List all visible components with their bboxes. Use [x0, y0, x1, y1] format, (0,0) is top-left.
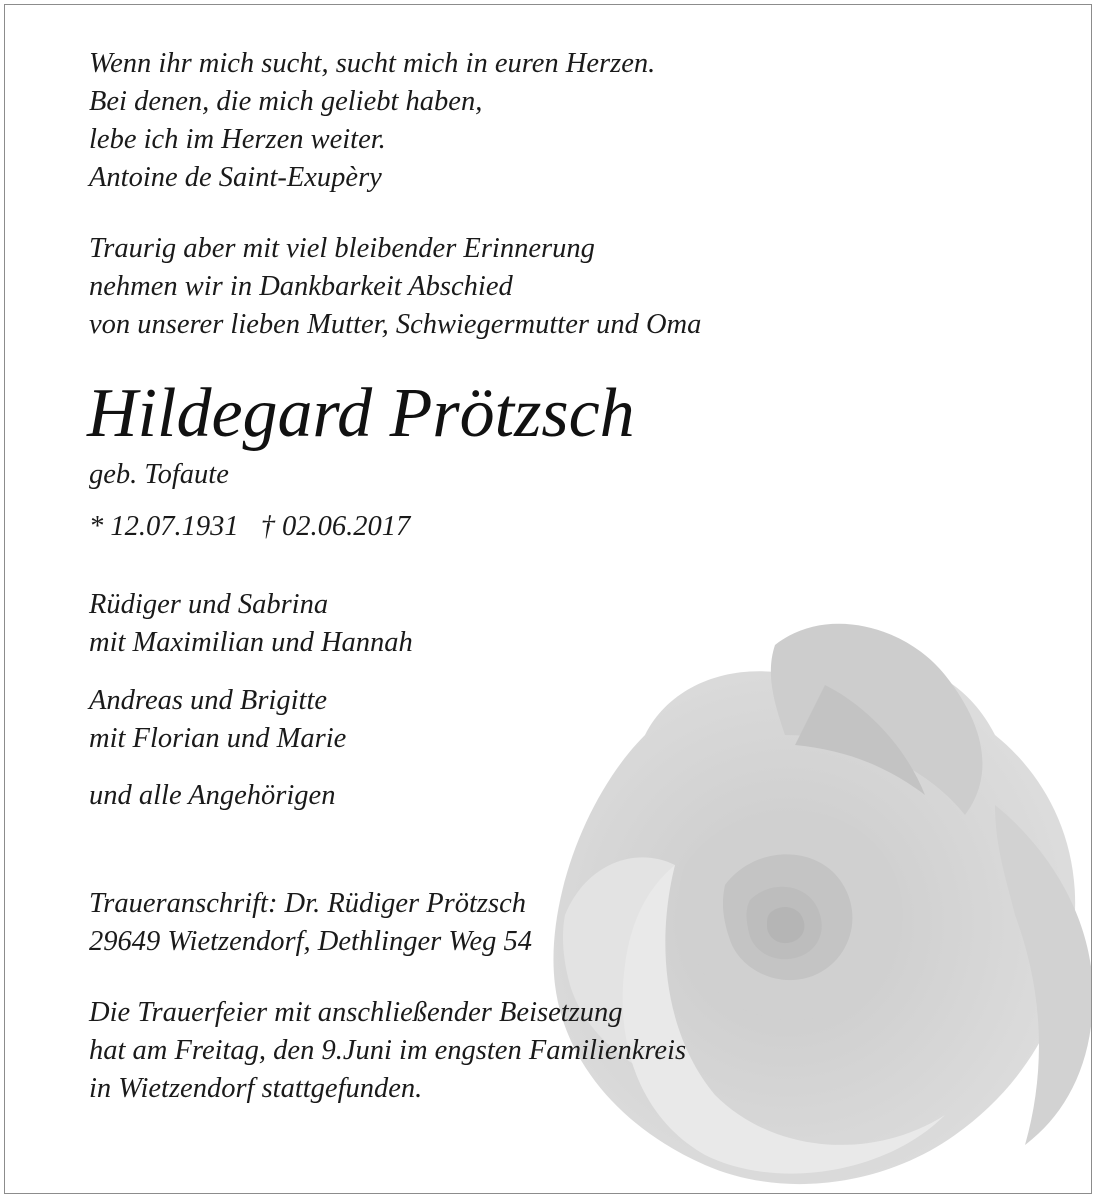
- address-line-2: 29649 Wietzendorf, Dethlinger Weg 54: [89, 926, 533, 957]
- family-group-3: [89, 777, 1069, 815]
- family-group-1: [89, 586, 1069, 662]
- quote-author: Antoine de Saint-Exupèry: [89, 162, 382, 193]
- death-date: † 02.06.2017: [260, 511, 411, 542]
- family-group-2: [89, 682, 1069, 758]
- deceased-name: Hildegard Prötzsch: [87, 375, 635, 452]
- quote-line-2: Bei denen, die mich geliebt haben,: [89, 86, 483, 117]
- family-group-1-line-1: Rüdiger und Sabrina: [89, 589, 329, 620]
- ceremony-line-1: Die Trauerfeier mit anschließender Beisetzung: [89, 997, 623, 1028]
- intro-line-3: von unserer lieben Mutter, Schwiegermutter und Oma: [89, 309, 702, 340]
- ceremony-line-3: in Wietzendorf stattgefunden.: [89, 1073, 423, 1104]
- intro-line-1: Traurig aber mit viel bleibender Erinnerung: [89, 233, 595, 264]
- intro-line-2: nehmen wir in Dankbarkeit Abschied: [89, 271, 513, 302]
- obituary-frame: [4, 4, 1092, 1194]
- family-group-1-line-2: mit Maximilian und Hannah: [89, 627, 413, 658]
- birth-name: geb. Tofaute: [89, 459, 229, 490]
- obituary-content: [89, 45, 1069, 1108]
- quote-line-1: Wenn ihr mich sucht, sucht mich in euren Herzen.: [89, 48, 656, 79]
- family-group-3-line: und alle Angehörigen: [89, 780, 336, 811]
- mourning-address: [89, 885, 1069, 961]
- ceremony-line-2: hat am Freitag, den 9.Juni im engsten Familienkreis: [89, 1035, 687, 1066]
- family-group-2-line-2: mit Florian und Marie: [89, 723, 347, 754]
- life-dates: [89, 508, 1069, 546]
- address-line-1: Traueranschrift: Dr. Rüdiger Prötzsch: [89, 888, 527, 919]
- family-group-2-line-1: Andreas und Brigitte: [89, 685, 328, 716]
- intro-block: [89, 230, 1069, 344]
- birth-date: * 12.07.1931: [89, 511, 239, 542]
- ceremony-notice: [89, 994, 1069, 1108]
- quote-line-3: lebe ich im Herzen weiter.: [89, 124, 386, 155]
- quote-block: [89, 45, 1069, 197]
